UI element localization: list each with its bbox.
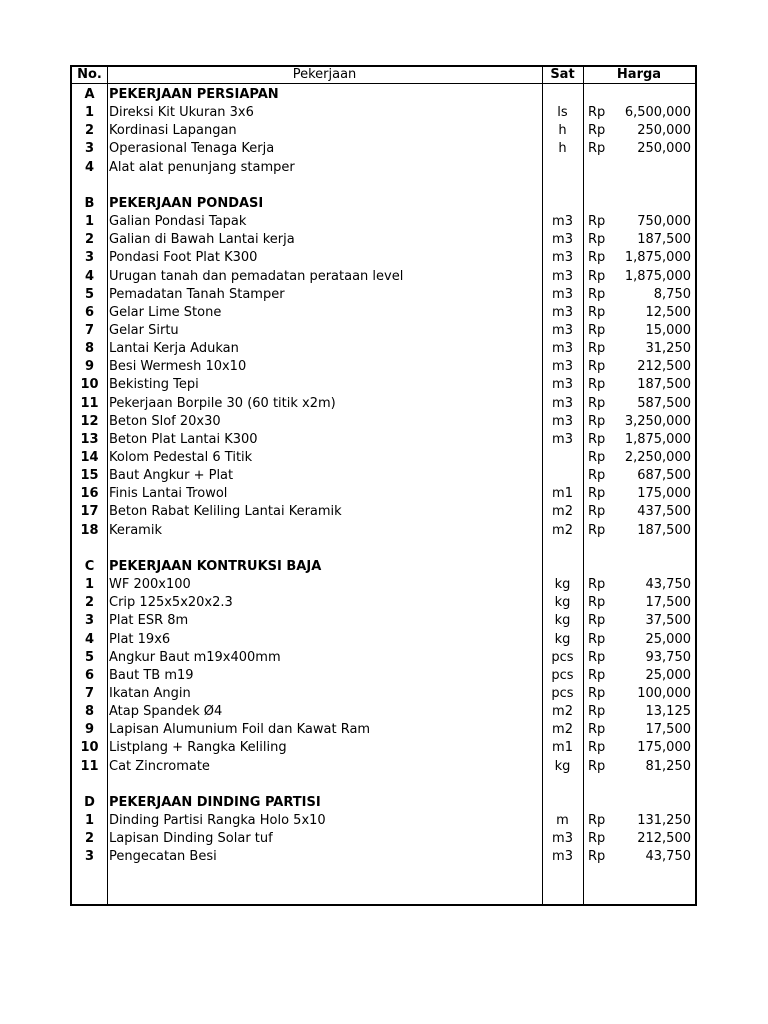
row-description: Kolom Pedestal 6 Titik [109,450,253,465]
row-currency: Rp [588,105,606,121]
row-number: 4 [84,268,95,284]
row-number: 11 [80,395,99,411]
row-number: 7 [84,685,95,701]
row-description: PEKERJAAN KONTRUKSI BAJA [109,558,322,574]
row-unit: h [558,123,567,139]
row-price: 1,875,000 [624,250,691,266]
table-row [72,322,695,340]
row-currency: Rp [588,468,606,484]
table-row [72,431,695,449]
table-row [72,540,695,558]
section-row [72,558,695,576]
row-description: WF 200x100 [109,577,191,593]
row-currency: Rp [588,123,606,139]
header-harga: Harga [616,67,662,82]
row-number: 4 [84,631,95,647]
row-number: 4 [84,159,95,175]
row-number: 1 [84,214,95,230]
row-unit: m2 [552,704,573,720]
row-currency: Rp [588,722,606,738]
row-price: 250,000 [637,123,691,139]
row-price: 212,500 [637,359,691,375]
row-price: 175,000 [637,740,691,756]
row-description: Listplang + Rangka Keliling [109,740,287,756]
row-unit: kg [554,631,571,647]
row-currency: Rp [588,232,606,248]
row-unit: ls [557,105,568,121]
section-row [72,794,695,812]
row-unit: pcs [551,685,574,701]
row-price: 587,500 [637,395,691,411]
row-currency: Rp [588,377,606,393]
header-sat: Sat [550,67,575,82]
row-currency: Rp [588,268,606,284]
table-row [72,612,695,630]
row-unit: kg [554,577,571,593]
row-currency: Rp [588,740,606,756]
row-description: Crip 125x5x20x2.3 [109,595,233,611]
table-row [72,304,695,322]
table-row [72,576,695,594]
row-unit: m [556,813,569,828]
row-price: 175,000 [637,486,691,502]
row-description: Plat 19x6 [109,631,171,647]
row-description: Pekerjaan Borpile 30 (60 titik x2m) [109,395,336,411]
row-number: 10 [80,377,99,393]
row-price: 12,500 [645,304,691,320]
row-price: 13,125 [645,704,691,720]
row-currency: Rp [588,667,606,683]
row-number: 3 [84,849,95,865]
table-row [72,485,695,503]
row-price: 25,000 [645,631,691,647]
row-price: 6,500,000 [624,105,691,121]
row-price: 2,250,000 [624,450,691,465]
row-price: 687,500 [637,468,691,484]
row-price: 37,500 [645,613,691,629]
row-unit: m2 [552,504,573,520]
section-row [72,86,695,104]
row-number: C [84,558,95,574]
row-currency: Rp [588,286,606,302]
table-row [72,159,695,177]
table-row [72,758,695,776]
table-row [72,649,695,667]
header-divider [72,83,695,84]
row-description: Cat Zincromate [109,758,210,774]
row-price: 1,875,000 [624,268,691,284]
header-no: No. [77,67,102,82]
table-row [72,395,695,413]
table-row [72,848,695,866]
row-price: 437,500 [637,504,691,520]
row-number: 3 [84,250,95,266]
row-price: 100,000 [637,685,691,701]
row-price: 187,500 [637,232,691,248]
row-description: Plat ESR 8m [109,613,189,629]
row-unit: m3 [552,286,573,302]
row-description: Urugan tanah dan pemadatan perataan level [109,268,404,284]
row-price: 187,500 [637,377,691,393]
row-price: 187,500 [637,522,691,538]
row-unit: m3 [552,341,573,357]
row-unit: m3 [552,377,573,393]
row-description: Dinding Partisi Rangka Holo 5x10 [109,813,326,828]
row-unit: m3 [552,214,573,230]
row-description: Atap Spandek Ø4 [109,704,223,720]
table-row [72,140,695,158]
row-price: 31,250 [645,341,691,357]
row-price: 17,500 [645,722,691,738]
row-number: 15 [80,468,99,484]
table-row [72,249,695,267]
price-table [70,65,697,906]
row-unit: m2 [552,722,573,738]
row-currency: Rp [588,304,606,320]
row-number: 6 [84,304,95,320]
row-price: 131,250 [637,813,691,828]
row-description: Angkur Baut m19x400mm [109,649,281,665]
table-row [72,104,695,122]
row-description: Direksi Kit Ukuran 3x6 [109,105,254,121]
row-unit: m1 [552,740,573,756]
row-description: PEKERJAAN PERSIAPAN [109,87,279,102]
row-description: Pengecatan Besi [109,849,217,865]
table-row [72,594,695,612]
row-description: Beton Rabat Keliling Lantai Keramik [109,504,342,520]
table-row [72,213,695,231]
row-number: 5 [84,286,95,302]
row-number: 8 [84,341,95,357]
row-unit: kg [554,595,571,611]
row-description: Besi Wermesh 10x10 [109,359,247,375]
row-unit: m3 [552,849,573,865]
row-number: 9 [84,722,95,738]
row-currency: Rp [588,141,606,157]
row-currency: Rp [588,613,606,629]
table-row [72,467,695,485]
table-row [72,739,695,757]
table-header [72,67,695,83]
row-unit: m3 [552,831,573,847]
row-number: 14 [80,450,99,465]
row-currency: Rp [588,685,606,701]
table-row [72,776,695,794]
row-number: 11 [80,758,99,774]
row-number: 2 [84,123,95,139]
row-number: 3 [84,613,95,629]
row-description: Kordinasi Lapangan [109,123,237,139]
table-row [72,340,695,358]
row-unit: kg [554,613,571,629]
row-unit: m3 [552,304,573,320]
row-number: 16 [80,486,99,502]
row-number: 2 [84,595,95,611]
row-number: D [84,794,95,810]
table-row [72,685,695,703]
table-row [72,177,695,195]
row-currency: Rp [588,595,606,611]
table-row [72,830,695,848]
row-price: 15,000 [645,322,691,338]
row-price: 8,750 [653,286,691,302]
row-number: 3 [84,141,95,157]
row-currency: Rp [588,577,606,593]
row-unit: m1 [552,486,573,502]
row-description: Galian di Bawah Lantai kerja [109,232,295,248]
row-currency: Rp [588,649,606,665]
row-unit: m3 [552,232,573,248]
row-unit: pcs [551,649,574,665]
row-price: 250,000 [637,141,691,157]
row-price: 81,250 [645,758,691,774]
row-number: 10 [80,740,99,756]
row-unit: kg [554,758,571,774]
row-description: Bekisting Tepi [109,377,199,393]
row-number: 2 [84,831,95,847]
row-price: 25,000 [645,667,691,683]
row-description: Finis Lantai Trowol [109,486,228,502]
row-price: 43,750 [645,577,691,593]
row-number: 12 [80,413,99,429]
table-row [72,631,695,649]
row-number: 2 [84,232,95,248]
row-currency: Rp [588,214,606,230]
row-currency: Rp [588,704,606,720]
table-row [72,703,695,721]
row-currency: Rp [588,413,606,429]
row-number: 17 [80,504,99,520]
row-price: 43,750 [645,849,691,865]
row-description: Beton Plat Lantai K300 [109,431,258,447]
row-description: Beton Slof 20x30 [109,413,221,429]
row-currency: Rp [588,431,606,447]
row-currency: Rp [588,522,606,538]
table-row [72,667,695,685]
row-unit: m3 [552,268,573,284]
row-number: 7 [84,322,95,338]
row-currency: Rp [588,341,606,357]
row-unit: m3 [552,322,573,338]
table-row [72,358,695,376]
row-unit: m3 [552,359,573,375]
table-row [72,122,695,140]
row-description: Pondasi Foot Plat K300 [109,250,258,266]
row-description: Pemadatan Tanah Stamper [109,286,285,302]
row-number: 1 [84,577,95,593]
row-price: 750,000 [637,214,691,230]
row-description: Galian Pondasi Tapak [109,214,247,230]
row-currency: Rp [588,504,606,520]
row-number: 5 [84,649,95,665]
row-currency: Rp [588,450,606,465]
row-price: 93,750 [645,649,691,665]
row-number: B [84,195,95,211]
row-currency: Rp [588,322,606,338]
header-pekerjaan: Pekerjaan [292,67,357,82]
table-row [72,376,695,394]
row-description: Lapisan Alumunium Foil dan Kawat Ram [109,722,371,738]
table-row [72,503,695,521]
row-description: PEKERJAAN PONDASI [109,195,264,211]
row-description: Ikatan Angin [109,685,191,701]
table-row [72,231,695,249]
row-description: Baut TB m19 [109,667,194,683]
table-row [72,449,695,467]
row-unit: m3 [552,250,573,266]
row-description: Keramik [109,522,162,538]
row-currency: Rp [588,486,606,502]
table-row [72,812,695,830]
row-unit: h [558,141,567,157]
row-currency: Rp [588,631,606,647]
table-row [72,522,695,540]
row-number: 1 [84,813,95,828]
section-row [72,195,695,213]
row-currency: Rp [588,813,606,828]
row-price: 212,500 [637,831,691,847]
row-unit: m3 [552,395,573,411]
row-currency: Rp [588,758,606,774]
row-description: Gelar Lime Stone [109,304,222,320]
row-price: 1,875,000 [624,431,691,447]
table-row [72,413,695,431]
row-description: Lapisan Dinding Solar tuf [109,831,273,847]
row-unit: m3 [552,431,573,447]
table-row [72,268,695,286]
row-number: 9 [84,359,95,375]
row-number: 13 [80,431,99,447]
row-price: 3,250,000 [624,413,691,429]
row-unit: m3 [552,413,573,429]
row-number: 1 [84,105,95,121]
row-description: PEKERJAAN DINDING PARTISI [109,794,321,810]
row-description: Baut Angkur + Plat [109,468,234,484]
row-currency: Rp [588,359,606,375]
row-unit: pcs [551,667,574,683]
row-currency: Rp [588,831,606,847]
table-row [72,721,695,739]
row-number: A [84,87,95,102]
row-description: Lantai Kerja Adukan [109,341,239,357]
row-unit: m2 [552,522,573,538]
row-number: 6 [84,667,95,683]
table-row [72,286,695,304]
row-price: 17,500 [645,595,691,611]
row-description: Gelar Sirtu [109,322,179,338]
row-number: 8 [84,704,95,720]
row-number: 18 [80,522,99,538]
row-currency: Rp [588,395,606,411]
row-description: Alat alat penunjang stamper [109,159,295,175]
row-currency: Rp [588,849,606,865]
row-description: Operasional Tenaga Kerja [109,141,275,157]
row-currency: Rp [588,250,606,266]
